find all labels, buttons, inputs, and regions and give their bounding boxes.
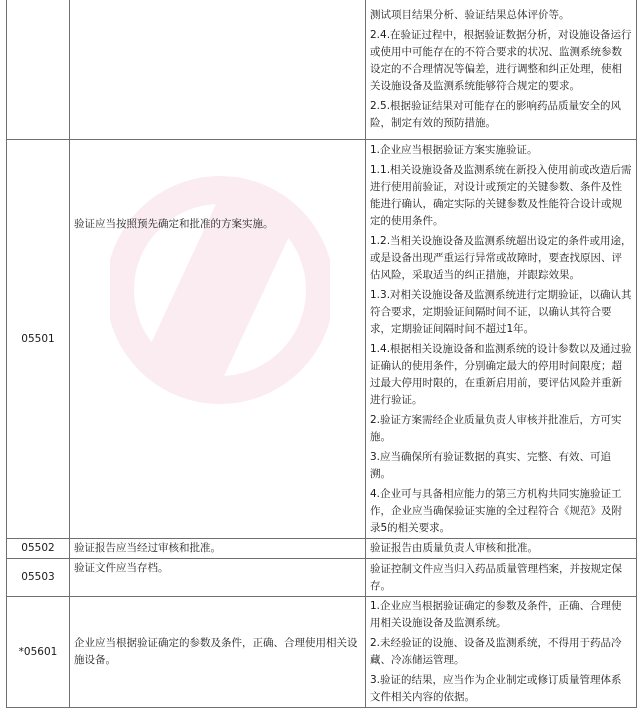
verification-requirements-table <box>6 0 637 708</box>
check-line: 1.1.相关设施设备及监测系统在新投入使用前或改造后需进行使用前验证，对设计或预定的关键参数、条件及性能进行确认，确定实际的关键参数及性能符合设计或规定的使用条件。 <box>370 163 632 227</box>
check-line: 1.3.对相关设施设备及监测系统进行定期验证，以确认其符合要求，定期验证间隔时间不证，以确认其符合要求，定期验证间隔时间不超过1年。 <box>370 288 632 335</box>
check-content <box>366 539 637 559</box>
check-line: 2.4.在验证过程中，根据验证数据分析，对设施设备运行或使用中可能存在的不符合要求的状况、监测系统参数设定的不合理情况等偏差，进行调整和纠正处理，使相关设施设备及监测系统能够符合规定的要求。 <box>370 29 632 92</box>
check-content <box>366 597 637 708</box>
check-line: 1.2.当相关设施设备及监测系统超出设定的条件或用途，或是设备出现严重运行异常或故障时，要查找原因、评估风险，采取适当的纠正措施，并跟踪效果。 <box>370 234 632 281</box>
check-line: 1.企业应当根据验证确定的参数及条件，正确、合理使用相关设施设备及监测系统。 <box>370 600 622 629</box>
table-row <box>7 140 637 539</box>
requirement-text: 验证应当按照预先确定和批准的方案实施。 <box>70 140 366 539</box>
requirement-text <box>70 0 366 140</box>
item-code: 05503 <box>7 559 70 597</box>
item-code: 05502 <box>7 539 70 559</box>
check-line: 测试项目结果分析、验证结果总体评价等。 <box>370 9 570 21</box>
check-line: 2.未经验证的设施、设备及监测系统，不得用于药品冷藏、冷冻储运管理。 <box>370 637 622 666</box>
check-line: 验证控制文件应当归入药品质量管理档案，并按规定保存。 <box>370 562 622 592</box>
check-line: 1.企业应当根据验证方案实施验证。 <box>370 143 538 156</box>
table-row <box>7 597 637 708</box>
check-content <box>366 140 637 539</box>
check-line: 验证报告由质量负责人审核和批准。 <box>370 542 538 554</box>
item-code: 05501 <box>7 140 70 539</box>
item-code <box>7 0 70 140</box>
item-code: *05601 <box>7 597 70 708</box>
check-line: 1.4.根据相关设施设备和监测系统的设计参数以及通过验证确认的使用条件，分别确定最大的停用时间限度；超过最大停用时限的，在重新启用前，要评估风险并重新进行验证。 <box>370 342 632 406</box>
table-row <box>7 539 637 559</box>
table-row <box>7 559 637 597</box>
table-row <box>7 0 637 140</box>
check-content <box>366 559 637 597</box>
requirement-text: 验证文件应当存档。 <box>70 559 366 597</box>
check-line: 2.5.根据验证结果对可能存在的影响药品质量安全的风险，制定有效的预防措施。 <box>370 100 622 129</box>
check-line: 4.企业可与具备相应能力的第三方机构共同实施验证工作，企业应当确保验证实施的全过程符合《规范》及附录5的相关要求。 <box>370 487 622 534</box>
requirement-text: 验证报告应当经过审核和批准。 <box>70 539 366 559</box>
check-line: 2.验证方案需经企业质量负责人审核并批准后，方可实施。 <box>370 413 622 443</box>
check-content <box>366 0 637 140</box>
check-line: 3.验证的结果，应当作为企业制定或修订质量管理体系文件相关内容的依据。 <box>370 674 622 703</box>
requirement-text: 企业应当根据验证确定的参数及条件，正确、合理使用相关设施设备。 <box>70 597 366 708</box>
check-line: 3.应当确保所有验证数据的真实、完整、有效、可追溯。 <box>370 450 612 480</box>
